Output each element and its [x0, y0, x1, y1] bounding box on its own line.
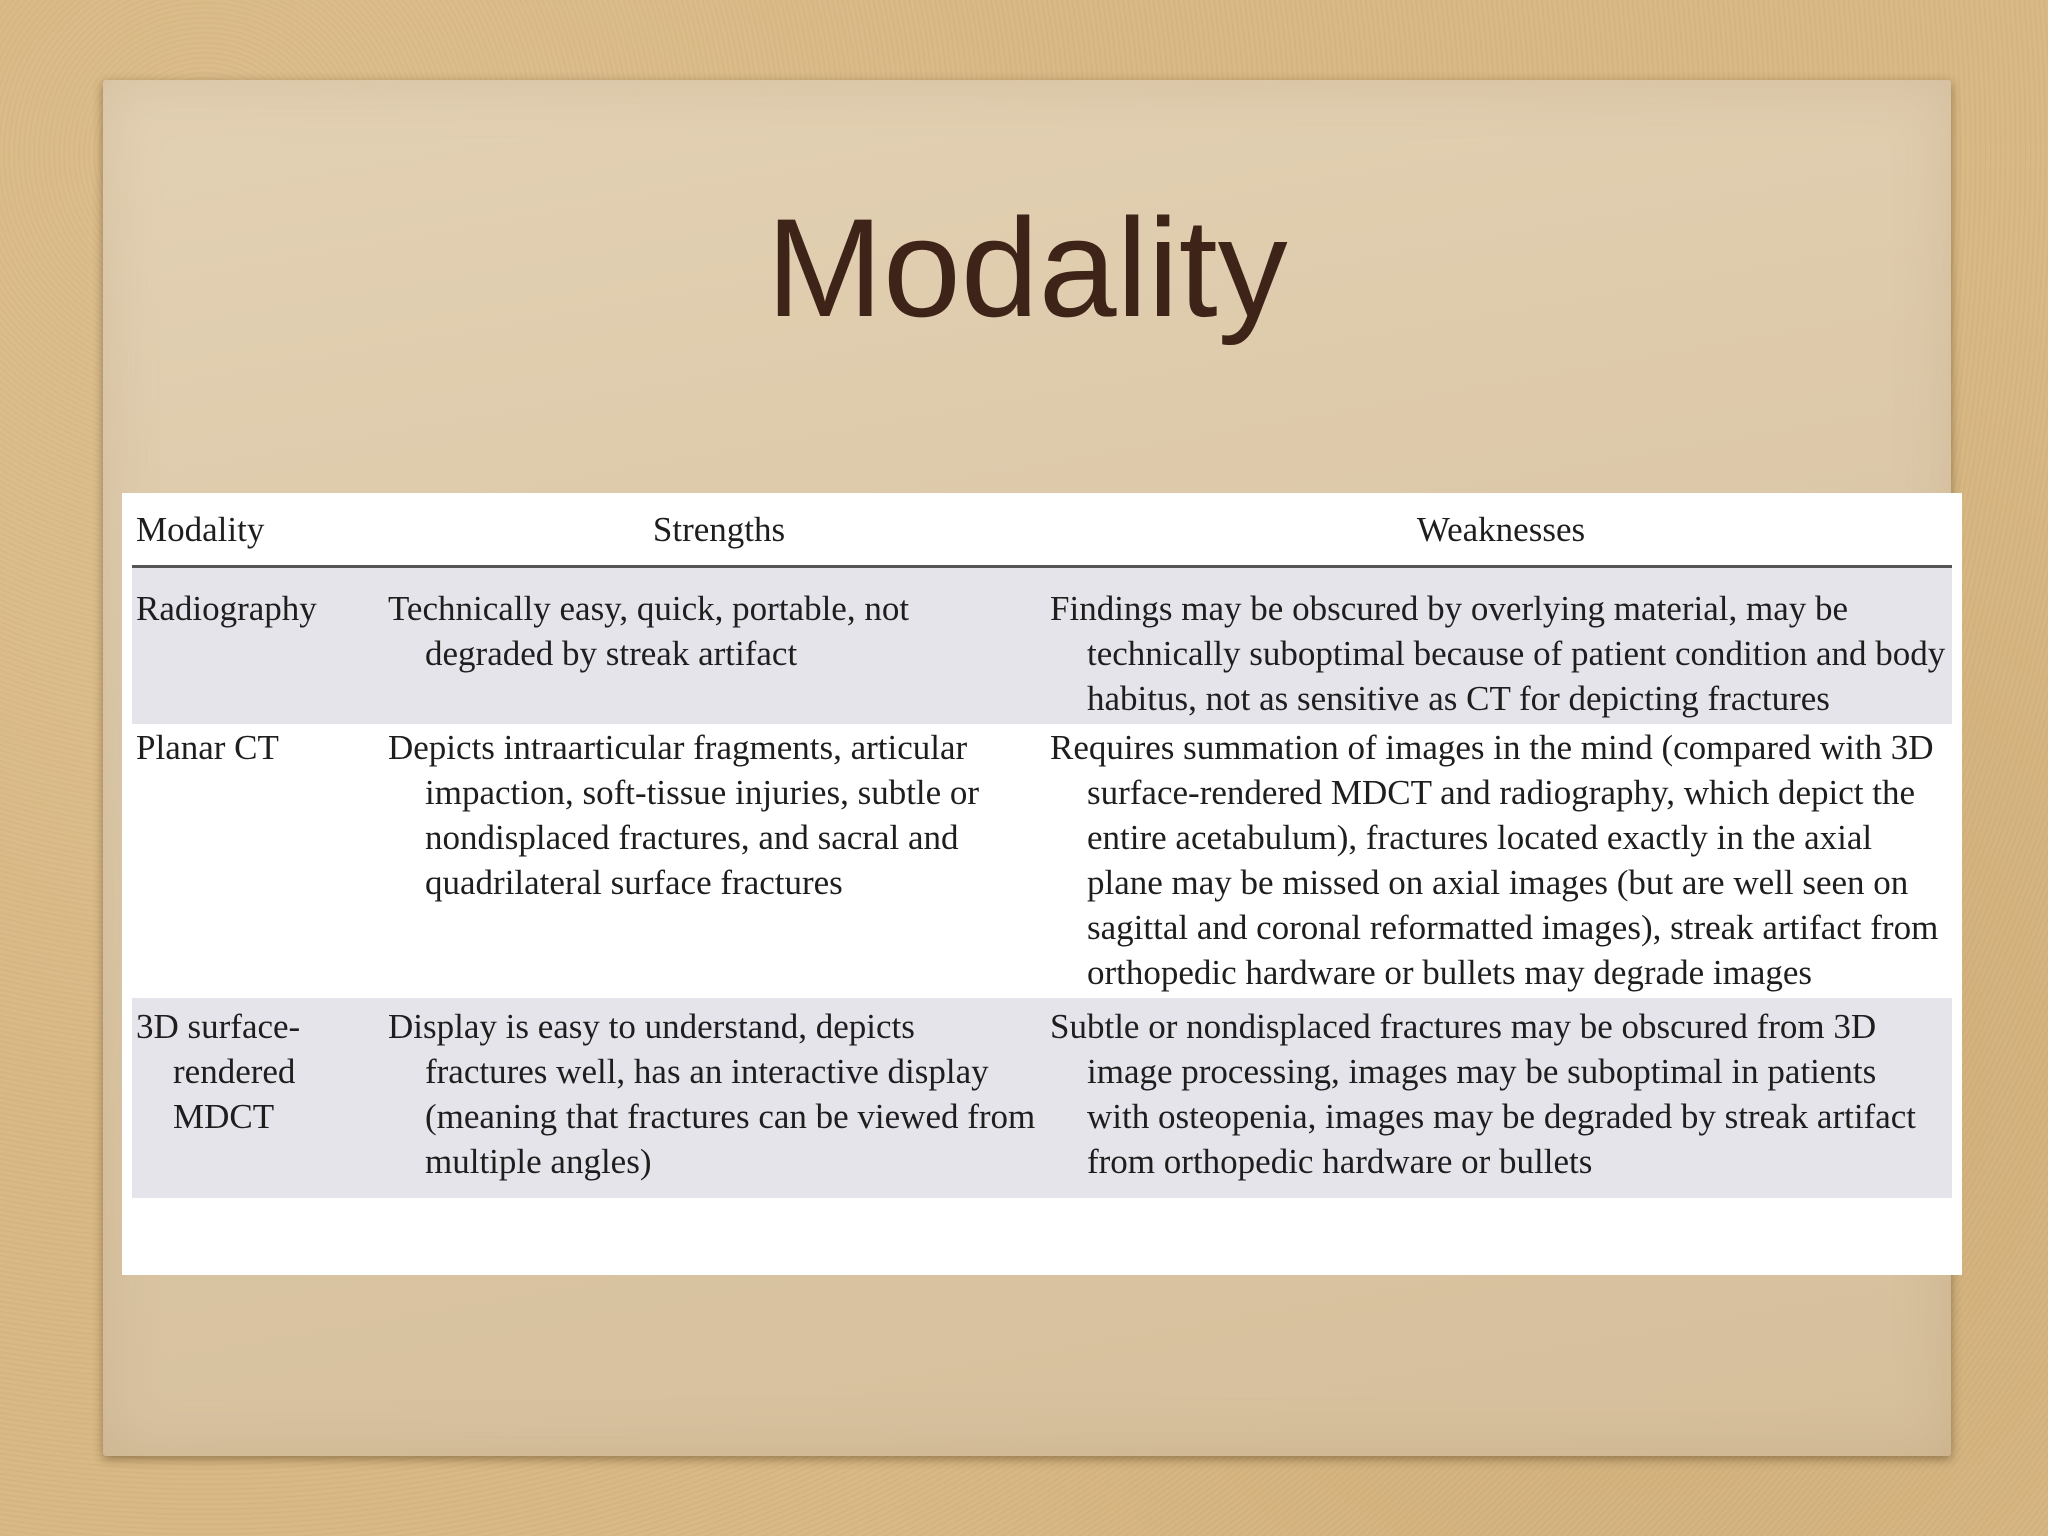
cell-strengths	[388, 724, 1050, 998]
cell-weaknesses	[1050, 724, 1952, 998]
row-modality-text: Radiography	[136, 589, 317, 628]
row-weaknesses-text: Findings may be obscured by overlying material, may be technically suboptimal because of patient condition and body habitus, not as sensitive as CT for depicting fractures	[1050, 589, 1946, 718]
cell-modality	[132, 724, 388, 998]
row-weaknesses-text: Requires summation of images in the mind (compared with 3D surface-rendered MDCT and radiography, which depict the entire acetabulum), fractures located exactly in the axial plane may be missed on axial images (but are well seen on sagittal and coronal reformatted images), streak artifact from orthopedic hardware or bullets may degrade images	[1050, 728, 1939, 992]
modality-table-panel	[122, 493, 1962, 1275]
header-modality: Modality	[132, 493, 388, 567]
table-header-row	[132, 493, 1952, 567]
cell-weaknesses	[1050, 567, 1952, 725]
table-row	[132, 567, 1952, 725]
row-strengths-text: Depicts intraarticular fragments, articular impaction, soft-tissue injuries, subtle or nondisplaced fractures, and sacral and quadrilateral surface fractures	[388, 728, 980, 902]
row-weaknesses-text: Subtle or nondisplaced fractures may be obscured from 3D image processing, images may be suboptimal in patients with osteopenia, images may be degraded by streak artifact from orthopedic hardware or bullets	[1050, 1007, 1916, 1181]
modality-table	[132, 493, 1952, 1198]
slide-title: Modality	[766, 189, 1288, 346]
row-modality-text: Planar CT	[136, 728, 279, 767]
header-strengths: Strengths	[388, 493, 1050, 567]
cell-strengths	[388, 567, 1050, 725]
cell-modality	[132, 998, 388, 1198]
row-strengths-text: Technically easy, quick, portable, not degraded by streak artifact	[388, 589, 910, 673]
cell-modality	[132, 567, 388, 725]
table-row	[132, 998, 1952, 1198]
table-row	[132, 724, 1952, 998]
cell-strengths	[388, 998, 1050, 1198]
header-weaknesses: Weaknesses	[1050, 493, 1952, 567]
row-modality-text: 3D surface-rendered MDCT	[136, 1007, 301, 1136]
row-strengths-text: Display is easy to understand, depicts fractures well, has an interactive display (meaning that fractures can be viewed from multiple angles)	[388, 1007, 1036, 1181]
cell-weaknesses	[1050, 998, 1952, 1198]
